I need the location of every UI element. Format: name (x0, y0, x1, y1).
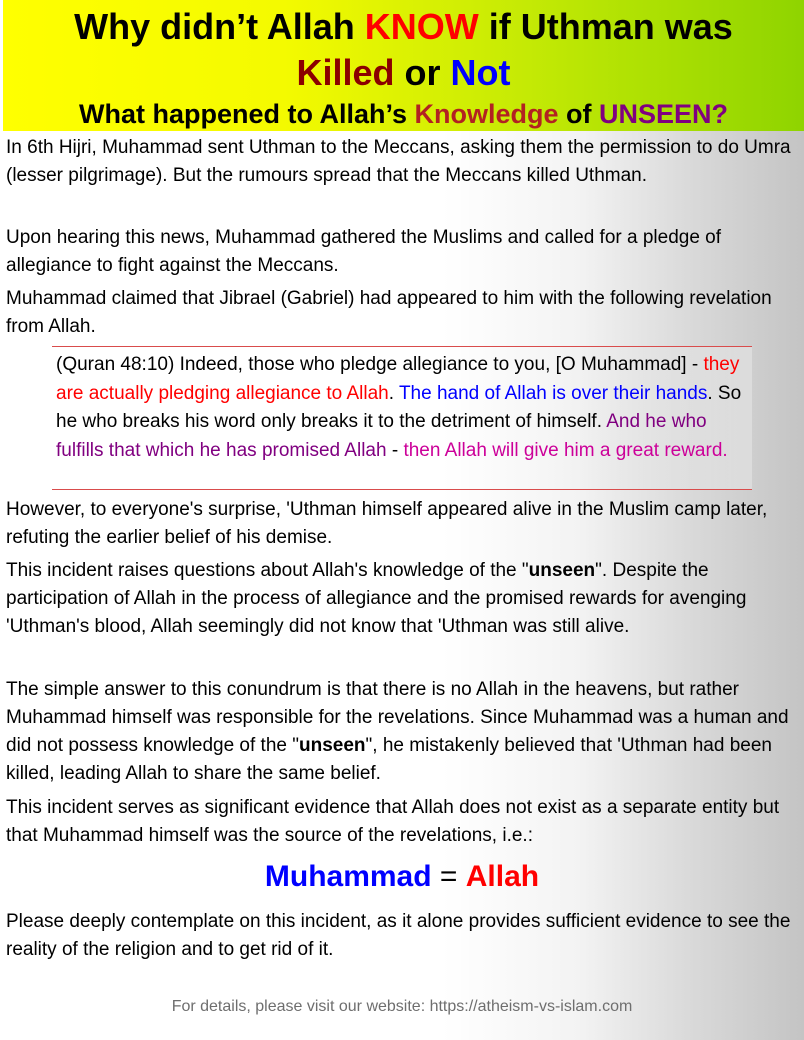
paragraph-7: This incident serves as significant evidence that Allah does not exist as a separate entity but that Muhammad himself was the source of the revelations, i.e.: (6, 797, 780, 846)
title-not: Not (450, 52, 511, 93)
title-text: or (394, 52, 451, 93)
subtitle (3, 98, 804, 130)
paragraph-text: ", he mistakenly believed that 'Uthman had been killed, leading Allah to share the same belief. (6, 735, 772, 784)
title-text: Why didn’t Allah (74, 6, 365, 47)
subtitle-unseen: UNSEEN? (599, 99, 729, 129)
equation-right: Allah (465, 860, 540, 893)
equation-left: Muhammad (264, 860, 432, 893)
paragraph-6 (6, 676, 800, 788)
title-banner (3, 0, 804, 131)
paragraph-3: Muhammad claimed that Jibrael (Gabriel) had appeared to him with the following revelation from Allah. (6, 288, 772, 337)
quote-highlight-purple: And he who fulfills that which he has promised Allah (56, 411, 707, 461)
quote-text: - (386, 439, 404, 461)
title-text: if Uthman was (478, 6, 733, 47)
subtitle-text: of (558, 99, 599, 129)
quote-highlight-magenta: then Allah will give him a great reward. (403, 439, 728, 461)
paragraph-4: However, to everyone's surprise, 'Uthman himself appeared alive in the Muslim camp later, refuting the earlier belief of his demise. (6, 499, 768, 548)
title-killed: Killed (296, 52, 395, 93)
equation (0, 859, 804, 895)
unseen-bold: unseen (528, 560, 596, 581)
paragraph-text: ". Despite the participation of Allah in the process of allegiance and the promised rewards for avenging 'Uthman's blood, Allah seemingly did not know that 'Uthman was still alive. (6, 560, 747, 637)
quote-text: . (388, 382, 399, 404)
paragraph-5 (6, 557, 800, 641)
quote-text: . So he who breaks his word only breaks it to the detriment of himself. (56, 382, 742, 432)
paragraph-text: This incident raises questions about Allah's knowledge of the " (6, 560, 529, 581)
title-know: KNOW (364, 6, 479, 47)
title-line-2 (3, 52, 804, 94)
paragraph-text: The simple answer to this conundrum is that there is no Allah in the heavens, but rather Muhammad himself was responsible for the revelations. Since Muhammad was a human and did not possess knowledge of the " (6, 679, 789, 756)
paragraph-8: Please deeply contemplate on this incident, as it alone provides sufficient evidence to see the reality of the religion and to get rid of it. (6, 911, 791, 960)
quran-quote (56, 351, 752, 465)
quote-highlight-blue: The hand of Allah is over their hands (398, 382, 708, 404)
subtitle-knowledge: Knowledge (414, 99, 559, 129)
title-line-1 (3, 6, 804, 48)
unseen-bold: unseen (299, 735, 366, 756)
quote-highlight-red: they are actually pledging allegiance to Allah (56, 354, 740, 404)
quote-text: (Quran 48:10) Indeed, those who pledge allegiance to you, [O Muhammad] - (56, 354, 704, 375)
paragraph-2: Upon hearing this news, Muhammad gathered the Muslims and called for a pledge of allegiance to fight against the Meccans. (6, 227, 722, 276)
paragraph-1: In 6th Hijri, Muhammad sent Uthman to the Meccans, asking them the permission to do Umra (lesser pilgrimage). But the rumours spread that the Meccans killed Uthman. (6, 137, 791, 186)
equation-operator: = (431, 860, 466, 893)
footer-website: For details, please visit our website: https://atheism-vs-islam.com (171, 998, 633, 1015)
subtitle-text: What happened to Allah’s (78, 99, 415, 129)
quran-quote-box (52, 346, 752, 490)
